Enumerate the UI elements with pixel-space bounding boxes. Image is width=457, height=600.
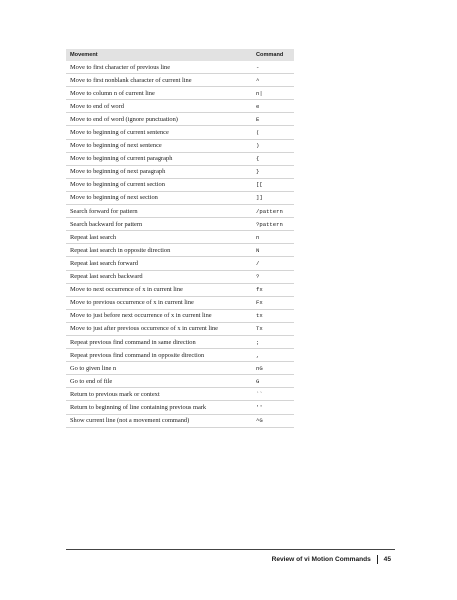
command-cell: n| [256,89,263,97]
command-cell: / [256,259,260,267]
table-row [66,74,294,87]
movement-cell: Move to first character of previous line [70,63,171,71]
command-cell: ) [256,142,260,150]
command-cell: /pattern [256,207,283,215]
table-row [66,126,294,139]
command-cell: E [256,115,260,123]
movement-cell: Repeat previous find command in same direction [70,338,196,346]
movement-cell: Move to beginning of next section [70,194,158,202]
table-row [66,375,294,388]
movement-cell: Repeat last search forward [70,259,138,267]
command-cell: fx [256,286,263,294]
movement-cell: Repeat last search [70,233,117,241]
command-cell: ]] [256,194,263,202]
command-cell: tx [256,312,263,320]
table-row [66,336,294,349]
command-cell: ? [256,273,260,281]
movement-cell: Move to previous occurrence of x in current line [70,299,194,307]
command-cell: , [256,351,260,359]
table-row [66,100,294,113]
table-row [66,179,294,192]
command-cell: n [256,233,260,241]
table-row [66,388,294,401]
table-row [66,349,294,362]
movement-cell: Return to beginning of line containing previous mark [70,403,207,411]
command-cell: ?pattern [256,220,283,228]
movement-cell: Search forward for pattern [70,207,138,215]
command-cell: `` [256,390,263,398]
table-row [66,87,294,100]
command-cell: { [256,155,260,163]
command-cell: ; [256,338,260,346]
header-command: Command [256,52,284,58]
table-row [66,192,294,205]
motion-commands-table [66,49,294,428]
movement-cell: Move to just after previous occurrence of x in current line [70,325,218,333]
movement-cell: Go to end of file [70,377,113,385]
table-row [66,218,294,231]
table-row [66,297,294,310]
table-body [66,61,294,428]
table-row [66,415,294,428]
table-row [66,244,294,257]
table-row [66,205,294,218]
command-cell: nG [256,364,263,372]
table-row [66,153,294,166]
command-cell: - [256,63,260,71]
page-number: 45 [383,556,391,563]
footer-separator [377,555,378,564]
command-cell: ^ [256,76,260,84]
command-cell: } [256,168,260,176]
table-row [66,271,294,284]
command-cell: '' [256,403,263,411]
movement-cell: Move to beginning of next paragraph [70,168,166,176]
movement-cell: Move to end of word [70,102,124,110]
command-cell: Tx [256,325,263,333]
movement-cell: Move to just before next occurrence of x in current line [70,312,212,320]
header-movement: Movement [70,52,98,58]
footer-divider [66,549,395,550]
table-row [66,310,294,323]
table-row [66,61,294,74]
movement-cell: Repeat previous find command in opposite direction [70,351,205,359]
command-cell: e [256,102,260,110]
movement-cell: Search backward for pattern [70,220,143,228]
table-row [66,401,294,414]
movement-cell: Move to first nonblank character of current line [70,76,192,84]
command-cell: ^G [256,417,263,425]
movement-cell: Show current line (not a movement command) [70,417,190,425]
table-header [66,49,294,61]
table-row [66,113,294,126]
command-cell: [[ [256,181,263,189]
movement-cell: Move to column n of current line [70,89,155,97]
command-cell: Fx [256,299,263,307]
movement-cell: Return to previous mark or context [70,390,160,398]
movement-cell: Move to next occurrence of x in current line [70,286,183,294]
table-row [66,323,294,336]
movement-cell: Go to given line n [70,364,117,372]
footer-section-title: Review of vi Motion Commands [271,556,371,563]
movement-cell: Move to beginning of current paragraph [70,155,173,163]
movement-cell: Move to end of word (ignore punctuation) [70,115,178,123]
page-footer [272,555,391,564]
command-cell: ( [256,129,260,137]
command-cell: G [256,377,260,385]
table-row [66,362,294,375]
table-row [66,231,294,244]
movement-cell: Repeat last search in opposite direction [70,246,171,254]
table-row [66,166,294,179]
movement-cell: Move to beginning of current section [70,181,165,189]
movement-cell: Move to beginning of next sentence [70,142,162,150]
movement-cell: Move to beginning of current sentence [70,129,169,137]
table-row [66,140,294,153]
command-cell: N [256,246,260,254]
table-row [66,284,294,297]
movement-cell: Repeat last search backward [70,273,143,281]
table-row [66,257,294,270]
